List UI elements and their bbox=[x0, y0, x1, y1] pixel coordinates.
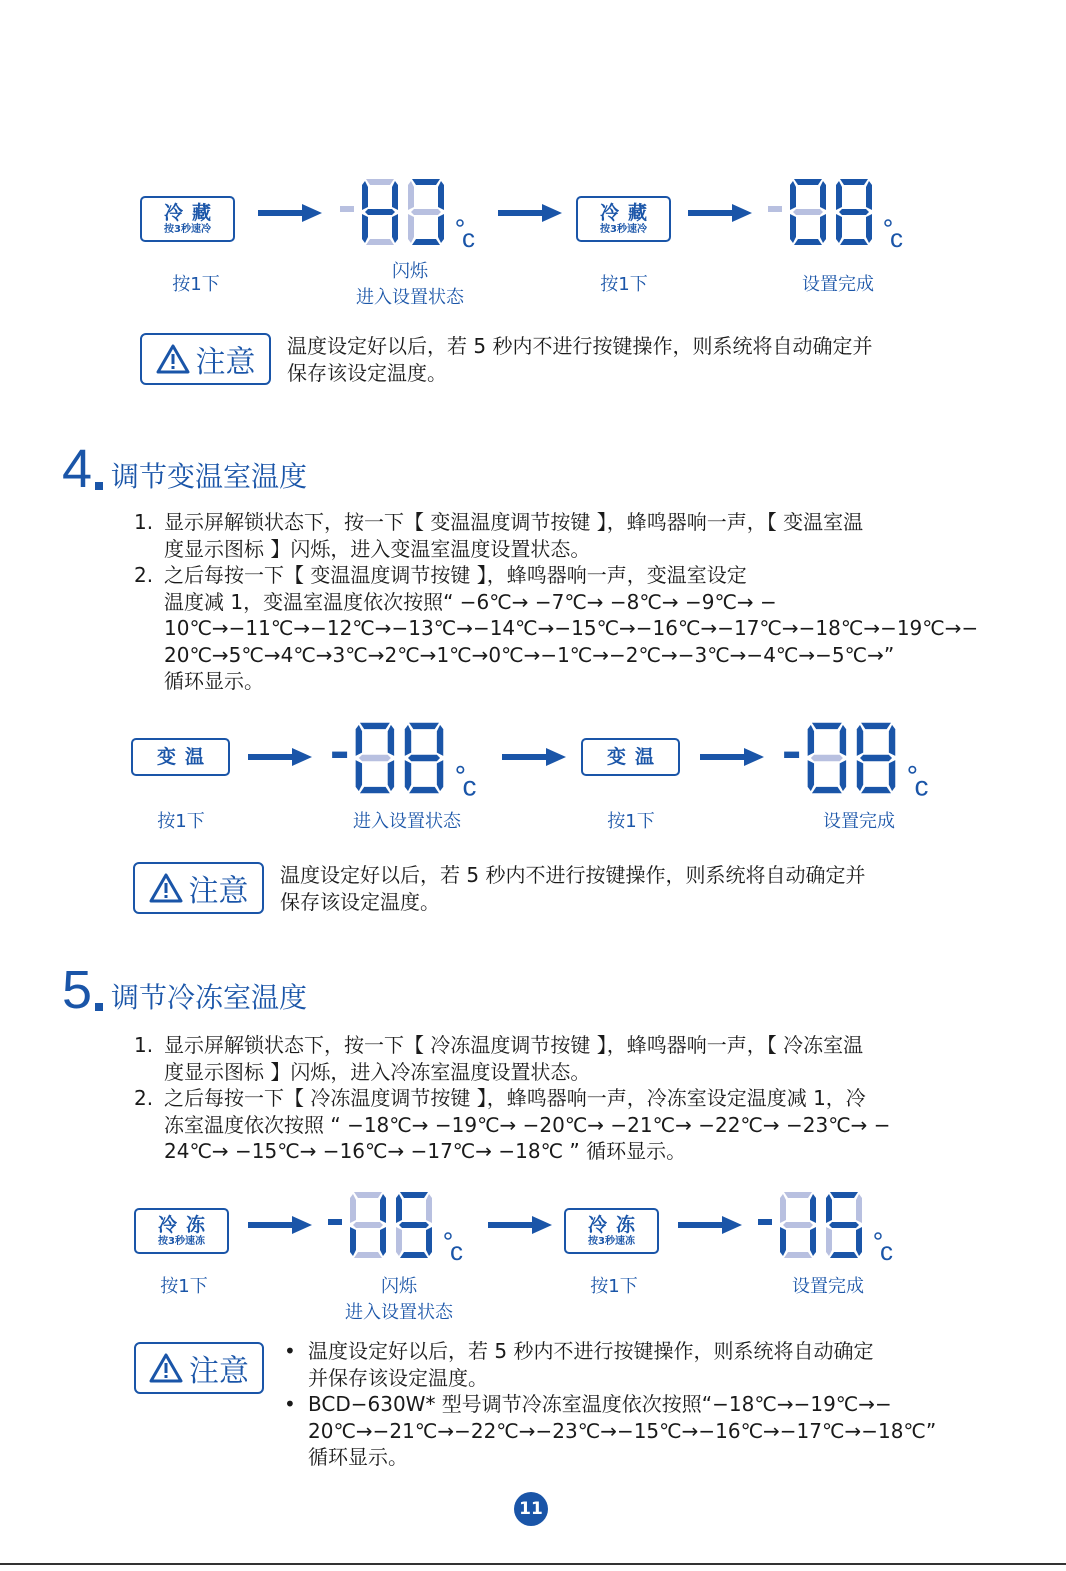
lcd-segment bbox=[793, 209, 823, 215]
refrigerator-button[interactable] bbox=[576, 196, 671, 242]
arrow-right-icon bbox=[688, 204, 752, 222]
step-caption: 按1下 bbox=[600, 274, 648, 295]
lcd-display bbox=[766, 175, 912, 249]
lcd-segment bbox=[857, 725, 863, 756]
freezer-button[interactable] bbox=[564, 1208, 659, 1254]
notice-label: 注意 bbox=[188, 874, 249, 909]
variable-temp-button[interactable] bbox=[581, 738, 680, 776]
list-item bbox=[134, 562, 994, 695]
lcd-segment bbox=[889, 725, 895, 756]
button-sublabel: 按3秒速冻 bbox=[158, 1235, 205, 1247]
lcd-segment bbox=[396, 1194, 402, 1223]
bullet: • bbox=[284, 1339, 296, 1363]
item-text bbox=[308, 1391, 1004, 1471]
notice-line: 保存该设定温度。 bbox=[280, 890, 440, 914]
caption-line: 闪烁 bbox=[381, 1276, 417, 1297]
lcd-segment bbox=[812, 787, 842, 793]
lcd-segment bbox=[350, 1194, 356, 1223]
button-label: 冷冻 bbox=[157, 1213, 214, 1236]
text-line: 温度设定好以后，若 5 秒内不进行按键操作，则系统将自动确定 bbox=[308, 1339, 874, 1363]
lcd-segment bbox=[412, 179, 440, 185]
lcd-segment bbox=[866, 181, 872, 210]
step-caption: 按1下 bbox=[607, 811, 655, 832]
button-sublabel: 按3秒速冻 bbox=[588, 1235, 635, 1247]
lcd-segment bbox=[790, 214, 796, 243]
bullet: • bbox=[284, 1392, 296, 1416]
lcd-segment bbox=[812, 723, 842, 729]
bottom-divider bbox=[0, 1563, 1066, 1565]
text-line: 循环显示。 bbox=[164, 669, 264, 693]
step-caption: 进入设置状态 bbox=[353, 811, 461, 832]
lcd-segment bbox=[790, 181, 796, 210]
step-caption: 按1下 bbox=[160, 1276, 208, 1297]
lcd-display bbox=[326, 1188, 472, 1262]
lcd-segment bbox=[366, 239, 394, 245]
text-line: 度显示图标 】闪烁，进入变温室温度设置状态。 bbox=[164, 536, 591, 561]
list-item bbox=[134, 1032, 994, 1085]
lcd-segment bbox=[889, 760, 895, 791]
lcd-segment bbox=[840, 179, 868, 185]
lcd-segment bbox=[362, 181, 368, 210]
lcd-segment bbox=[811, 755, 843, 761]
lcd-segment bbox=[350, 1227, 356, 1256]
lcd-segment bbox=[808, 725, 814, 756]
arrow-right-icon bbox=[498, 204, 562, 222]
notice-line: 温度设定好以后，若 5 秒内不进行按键操作，则系统将自动确定并 bbox=[287, 334, 873, 358]
lcd-segment bbox=[362, 214, 368, 243]
lcd-segment bbox=[860, 755, 892, 761]
notice-text bbox=[280, 862, 865, 916]
lcd-segment bbox=[388, 760, 394, 791]
lcd-segment bbox=[356, 725, 362, 756]
lcd-segment bbox=[396, 1227, 402, 1256]
lcd-segment bbox=[840, 760, 846, 791]
lcd-segment bbox=[380, 1227, 386, 1256]
list-item bbox=[134, 1085, 994, 1165]
lcd-segment bbox=[840, 725, 846, 756]
button-label: 冷藏 bbox=[599, 201, 656, 224]
section-heading bbox=[62, 957, 308, 1020]
item-text bbox=[164, 1085, 994, 1165]
lcd-segment bbox=[794, 239, 822, 245]
text-line: 度显示图标 】闪烁，进入冷冻室温度设置状态。 bbox=[164, 1059, 591, 1084]
item-number: 2. bbox=[134, 563, 154, 587]
lcd-segment bbox=[784, 1192, 812, 1198]
step-caption: 按1下 bbox=[590, 1276, 638, 1297]
lcd-segment bbox=[409, 787, 439, 793]
lcd-segment bbox=[829, 1222, 859, 1228]
lcd-segment bbox=[780, 1227, 786, 1256]
lcd-segment bbox=[826, 1227, 832, 1256]
button-sublabel: 按3秒速冷 bbox=[600, 223, 647, 235]
lcd-segment bbox=[392, 181, 398, 210]
text-line: 20℃→5℃→4℃→3℃→2℃→1℃→0℃→−1℃→−2℃→−3℃→−4℃→−5℃→” bbox=[164, 642, 895, 667]
lcd-segment bbox=[405, 760, 411, 791]
text-line: 冻室温度依次按照 “ −18℃→ −19℃→ −20℃→ −21℃→ −22℃→ −23℃→ − bbox=[164, 1112, 891, 1137]
lcd-segment bbox=[820, 214, 826, 243]
lcd-segment bbox=[836, 214, 842, 243]
caption-line: 进入设置状态 bbox=[345, 1302, 453, 1323]
text-line: 20℃→−21℃→−22℃→−23℃→−15℃→−16℃→−17℃→−18℃” bbox=[308, 1418, 937, 1443]
lcd-segment bbox=[400, 1252, 428, 1258]
notice-label: 注意 bbox=[189, 1354, 249, 1389]
list-item bbox=[284, 1391, 1004, 1471]
button-label: 变温 bbox=[156, 746, 213, 768]
section-heading bbox=[62, 436, 308, 499]
step-caption bbox=[309, 1274, 489, 1326]
section-title: 调节变温室温度 bbox=[111, 460, 308, 493]
celsius-unit: c bbox=[462, 770, 477, 798]
lcd-segment bbox=[839, 209, 869, 215]
freezer-button[interactable] bbox=[134, 1208, 229, 1254]
lcd-minus-segment bbox=[340, 206, 354, 212]
lcd-segment bbox=[365, 209, 395, 215]
lcd-segment bbox=[359, 755, 391, 761]
list-item bbox=[134, 509, 994, 562]
lcd-segment bbox=[857, 760, 863, 791]
lcd-segment bbox=[861, 723, 891, 729]
notice-badge bbox=[140, 333, 271, 385]
lcd-segment bbox=[438, 181, 444, 210]
lcd-segment bbox=[399, 1222, 429, 1228]
lcd-segment bbox=[856, 1194, 862, 1223]
lcd-segment bbox=[354, 1252, 382, 1258]
button-label: 冷藏 bbox=[163, 201, 220, 224]
variable-temp-button[interactable] bbox=[131, 738, 230, 776]
item-number: 1. bbox=[134, 510, 154, 534]
notice-line: 保存该设定温度。 bbox=[287, 361, 447, 385]
list-item bbox=[284, 1338, 1004, 1391]
warning-icon bbox=[149, 873, 183, 903]
lcd-segment bbox=[408, 755, 440, 761]
lcd-segment bbox=[780, 1194, 786, 1223]
text-line: 之后每按一下【 冷冻温度调节按键 】，蜂鸣器响一声，冷冻室设定温度减 1，冷 bbox=[164, 1086, 866, 1110]
text-line: BCD−630W* 型号调节冷冻室温度依次按照“−18℃→−19℃→− bbox=[308, 1392, 892, 1416]
lcd-segment bbox=[411, 209, 441, 215]
arrow-right-icon bbox=[678, 1216, 742, 1234]
lcd-segment bbox=[426, 1227, 432, 1256]
lcd-segment bbox=[356, 760, 362, 791]
text-line: 温度减 1，变温室温度依次按照“ −6℃→ −7℃→ −8℃→ −9℃→ − bbox=[164, 589, 777, 614]
step-caption: 设置完成 bbox=[823, 811, 895, 832]
text-line: 显示屏解锁状态下，按一下【 变温温度调节按键 】，蜂鸣器响一声，【 变温室温 bbox=[164, 510, 864, 534]
arrow-right-icon bbox=[488, 1216, 552, 1234]
notice-badge bbox=[133, 862, 264, 914]
arrow-right-icon bbox=[258, 204, 322, 222]
caption-line: 闪烁 bbox=[392, 261, 428, 282]
lcd-segment bbox=[810, 1227, 816, 1256]
lcd-segment bbox=[866, 214, 872, 243]
lcd-segment bbox=[783, 1222, 813, 1228]
text-line: 10℃→−11℃→−12℃→−13℃→−14℃→−15℃→−16℃→−17℃→−18℃→−19℃→− bbox=[164, 616, 979, 640]
lcd-display bbox=[338, 175, 484, 249]
item-text bbox=[164, 509, 994, 562]
button-sublabel: 按3秒速冷 bbox=[164, 223, 211, 235]
lcd-segment bbox=[366, 179, 394, 185]
notice-line: 温度设定好以后，若 5 秒内不进行按键操作，则系统将自动确定并 bbox=[280, 863, 866, 887]
instruction-list bbox=[134, 509, 994, 695]
lcd-segment bbox=[861, 787, 891, 793]
warning-icon bbox=[156, 344, 190, 374]
step-caption bbox=[320, 259, 500, 311]
celsius-unit: c bbox=[880, 1236, 893, 1262]
text-line: 24℃→ −15℃→ −16℃→ −17℃→ −18℃ ” 循环显示。 bbox=[164, 1139, 687, 1163]
heading-dot bbox=[95, 482, 103, 490]
lcd-segment bbox=[408, 214, 414, 243]
lcd-segment bbox=[360, 723, 390, 729]
lcd-segment bbox=[810, 1194, 816, 1223]
lcd-minus-segment bbox=[758, 1219, 772, 1225]
lcd-minus-segment bbox=[332, 752, 347, 758]
lcd-segment bbox=[408, 181, 414, 210]
refrigerator-button[interactable] bbox=[140, 196, 235, 242]
item-text bbox=[308, 1338, 1004, 1391]
notice-label: 注意 bbox=[195, 345, 256, 380]
lcd-segment bbox=[400, 1192, 428, 1198]
lcd-segment bbox=[438, 214, 444, 243]
lcd-minus-segment bbox=[328, 1219, 342, 1225]
text-line: 循环显示。 bbox=[308, 1445, 408, 1469]
arrow-right-icon bbox=[502, 748, 566, 766]
step-caption: 按1下 bbox=[172, 274, 220, 295]
lcd-segment bbox=[830, 1192, 858, 1198]
lcd-segment bbox=[830, 1252, 858, 1258]
lcd-segment bbox=[412, 239, 440, 245]
arrow-right-icon bbox=[700, 748, 764, 766]
lcd-minus-segment bbox=[784, 752, 799, 758]
lcd-segment bbox=[360, 787, 390, 793]
notice-bullets bbox=[284, 1338, 1004, 1471]
arrow-right-icon bbox=[248, 1216, 312, 1234]
instruction-list bbox=[134, 1032, 994, 1165]
section-number: 5 bbox=[62, 960, 93, 1020]
lcd-segment bbox=[856, 1227, 862, 1256]
text-line: 之后每按一下【 变温温度调节按键 】，蜂鸣器响一声，变温室设定 bbox=[164, 563, 747, 587]
lcd-minus-segment bbox=[768, 206, 782, 212]
lcd-segment bbox=[353, 1222, 383, 1228]
lcd-segment bbox=[840, 239, 868, 245]
celsius-unit: c bbox=[450, 1236, 463, 1262]
section-title: 调节冷冻室温度 bbox=[111, 981, 308, 1014]
lcd-display bbox=[756, 1188, 902, 1262]
item-number: 2. bbox=[134, 1086, 154, 1110]
celsius-unit: c bbox=[914, 770, 929, 798]
text-line: 并保存该设定温度。 bbox=[308, 1365, 488, 1390]
lcd-segment bbox=[405, 725, 411, 756]
lcd-segment bbox=[820, 181, 826, 210]
item-text bbox=[164, 562, 994, 695]
lcd-segment bbox=[409, 723, 439, 729]
button-label: 冷冻 bbox=[587, 1213, 644, 1236]
notice-text bbox=[287, 333, 872, 387]
lcd-segment bbox=[354, 1192, 382, 1198]
lcd-segment bbox=[426, 1194, 432, 1223]
celsius-unit: c bbox=[462, 223, 475, 249]
page-number: 11 bbox=[514, 1492, 548, 1526]
lcd-segment bbox=[380, 1194, 386, 1223]
lcd-display bbox=[330, 718, 486, 798]
lcd-segment bbox=[437, 760, 443, 791]
text-line: 显示屏解锁状态下，按一下【 冷冻温度调节按键 】，蜂鸣器响一声，【 冷冻室温 bbox=[164, 1033, 864, 1057]
lcd-segment bbox=[836, 181, 842, 210]
item-text bbox=[164, 1032, 994, 1085]
arrow-right-icon bbox=[248, 748, 312, 766]
lcd-segment bbox=[808, 760, 814, 791]
celsius-unit: c bbox=[890, 223, 903, 249]
button-label: 变温 bbox=[606, 746, 663, 768]
lcd-segment bbox=[826, 1194, 832, 1223]
warning-icon bbox=[149, 1353, 183, 1383]
caption-line: 进入设置状态 bbox=[356, 287, 464, 308]
notice-badge bbox=[134, 1342, 264, 1394]
lcd-segment bbox=[392, 214, 398, 243]
lcd-display bbox=[782, 718, 938, 798]
lcd-segment bbox=[794, 179, 822, 185]
section-number: 4 bbox=[62, 439, 93, 499]
step-caption: 设置完成 bbox=[802, 274, 874, 295]
step-caption: 设置完成 bbox=[792, 1276, 864, 1297]
item-number: 1. bbox=[134, 1033, 154, 1057]
heading-dot bbox=[95, 1003, 103, 1011]
lcd-segment bbox=[437, 725, 443, 756]
step-caption: 按1下 bbox=[157, 811, 205, 832]
lcd-segment bbox=[388, 725, 394, 756]
lcd-segment bbox=[784, 1252, 812, 1258]
